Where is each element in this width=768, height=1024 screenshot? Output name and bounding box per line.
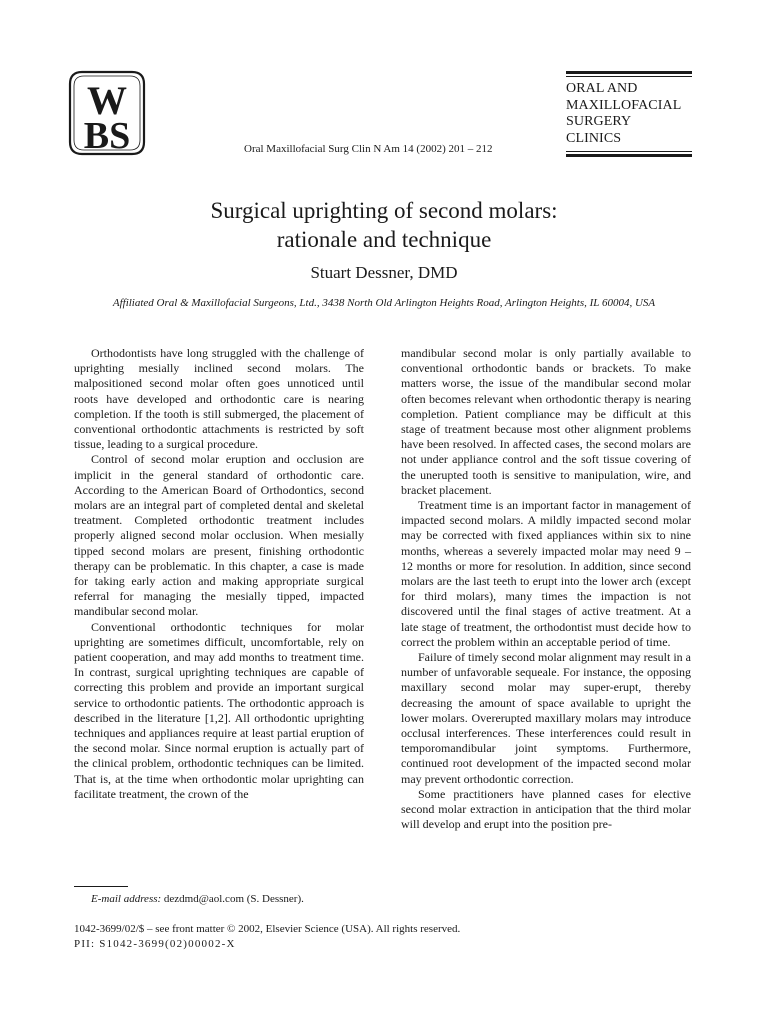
body-column-right <box>401 346 691 833</box>
svg-text:BS: BS <box>83 115 131 156</box>
body-paragraph: Some practitioners have planned cases for elective second molar extraction in anticipation that the third molar will develop and erupt into the position pre- <box>401 786 691 832</box>
body-paragraph: Orthodontists have long struggled with the challenge of uprighting mesially inclined second molars. The malpositioned second molar often goes unnoticed until roots have developed and orthodontic care is nearing completion. If the tooth is still submerged, the placement of conventional orthodontic attachments is restricted by soft tissue, leading to a surgical procedure. <box>74 346 364 452</box>
journal-box-rule-top <box>566 76 692 77</box>
footnote-rule <box>74 886 128 887</box>
svg-text:W: W <box>87 78 127 123</box>
pii-line: PII: S1042-3699(02)00002-X <box>74 938 236 950</box>
body-paragraph: mandibular second molar is only partially available to conventional orthodontic bands or brackets. To make matters worse, the issue of the mandibular second molar often becomes relevant when orthodontic therapy is nearing completion. Patient compliance may be difficult at this stage of treatment because most other alignment problems have been resolved. In affected cases, the second molars are not under appliance control and the soft tissue covering of the unerupted tooth is sensitive to manipulation, wire, and bracket placement. <box>401 346 691 497</box>
journal-name-line: CLINICS <box>566 130 622 146</box>
journal-name-line: MAXILLOFACIAL <box>566 97 682 113</box>
body-paragraph: Control of second molar eruption and occlusion are implicit in the general standard of orthodontic care. According to the American Board of Orthodontics, second molars are an integral part of completed dental and skeletal treatment. Completed orthodontic treatment includes properly aligned second molar occlusion. When mesially tipped second molars are present, finishing orthodontic therapy can be problematic. In this chapter, a case is made for taking early action and making appropriate surgical referral for managing the mesially tipped, impacted mandibular second molar. <box>74 452 364 619</box>
body-paragraph: Treatment time is an important factor in management of impacted second molars. A mildly impacted second molar may be corrected with fixed appliances within six to nine months, whereas a severely impacted molar may need 9 – 12 months or more for resolution. In addition, since second molars are the last teeth to erupt into the lower arch (except for third molars), many times the impaction is not discovered until the final stages of active treatment. At a late stage of treatment, the orthodontist must decide how to correct the problem within an acceptable period of time. <box>401 498 691 649</box>
footnote-email: dezdmd@aol.com (S. Dessner). <box>161 893 304 905</box>
title-line: Surgical uprighting of second molars: <box>210 198 558 223</box>
citation-text: Oral Maxillofacial Surg Clin N Am 14 (2002) 201 – 212 <box>244 143 493 155</box>
publisher-logo <box>68 70 146 156</box>
body-column-left <box>74 346 364 802</box>
title-line: rationale and technique <box>276 227 492 252</box>
body-paragraph: Conventional orthodontic techniques for molar uprighting are sometimes difficult, uncomfortable, rely on patient cooperation, and may add months to treatment time. In contrast, surgical uprighting techniques are capable of correcting this problem and provide an important surgical service to orthodontic patients. The orthodontic approach is described in the literature [1,2]. All orthodontic uprighting techniques and appliances require at least partial eruption of the second molar. Since normal eruption is actually part of the clinical problem, orthodontic techniques can be limited. That is, at the time when orthodontic molar uprighting can facilitate treatment, the crown of the <box>74 619 364 801</box>
article-title <box>100 196 668 254</box>
author-affiliation: Affiliated Oral & Maxillofacial Surgeons, Ltd., 3438 North Old Arlington Heights Road, Arlington Heights, IL 60004, USA <box>112 297 656 309</box>
body-paragraph: Failure of timely second molar alignment may result in a number of unfavorable sequeale. For instance, the opposing maxillary second molar may super-erupt, thereby decreasing the amount of space available to upright the lower molars. Overerupted maxillary molars may introduce occlusal interferences. These interferences could result in temporomandibular joint symptoms. Furthermore, continued root development of the impacted second molar may prevent orthodontic correction. <box>401 650 691 786</box>
journal-box-rule-bottom <box>566 151 692 152</box>
footnote-label: E-mail address: <box>91 893 162 905</box>
issn-line: 1042-3699/02/$ – see front matter © 2002, Elsevier Science (USA). All rights reserved. <box>74 923 461 935</box>
journal-name-box <box>566 71 692 157</box>
footnote <box>91 893 304 905</box>
publisher-logo-mark <box>68 70 146 156</box>
journal-name-line: SURGERY <box>566 114 632 129</box>
journal-name-line: ORAL AND <box>566 81 638 96</box>
publication-meta <box>74 922 460 952</box>
author-name: Stuart Dessner, DMD <box>310 263 458 282</box>
